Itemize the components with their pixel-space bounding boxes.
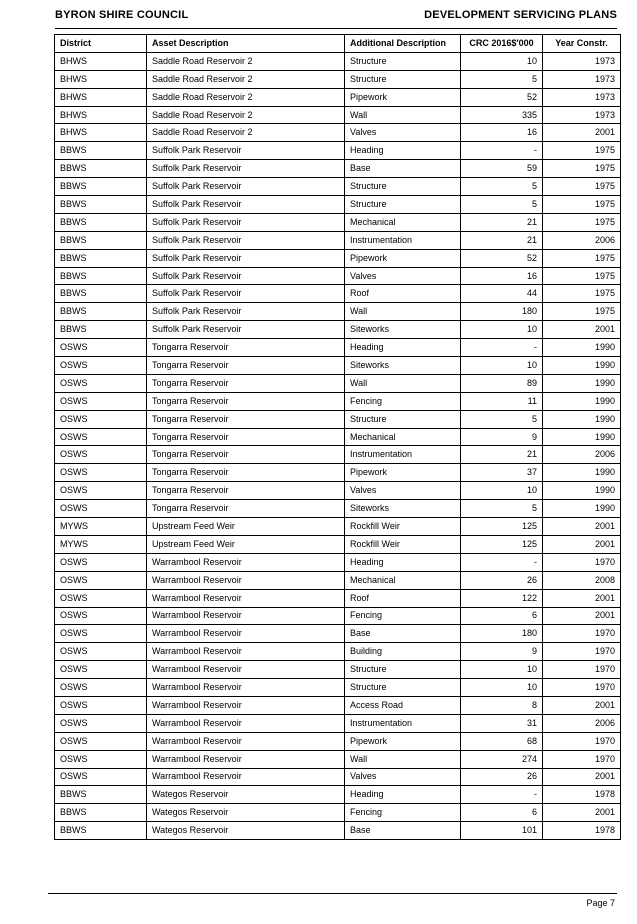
cell-asset-description: Tongarra Reservoir <box>147 374 345 392</box>
cell-year: 1975 <box>543 213 621 231</box>
cell-crc: 10 <box>461 52 543 70</box>
cell-district: BBWS <box>55 160 147 178</box>
cell-asset-description: Saddle Road Reservoir 2 <box>147 88 345 106</box>
table-row <box>55 607 621 625</box>
table-row <box>55 714 621 732</box>
cell-year: 1990 <box>543 339 621 357</box>
cell-additional-description: Valves <box>345 482 461 500</box>
cell-asset-description: Suffolk Park Reservoir <box>147 285 345 303</box>
cell-additional-description: Structure <box>345 679 461 697</box>
cell-asset-description: Tongarra Reservoir <box>147 339 345 357</box>
cell-crc: 180 <box>461 303 543 321</box>
cell-additional-description: Heading <box>345 553 461 571</box>
cell-crc: 52 <box>461 249 543 267</box>
cell-additional-description: Roof <box>345 285 461 303</box>
table-row <box>55 213 621 231</box>
cell-district: BHWS <box>55 70 147 88</box>
cell-additional-description: Valves <box>345 768 461 786</box>
cell-crc: 10 <box>461 482 543 500</box>
table-row <box>55 750 621 768</box>
cell-year: 1975 <box>543 303 621 321</box>
cell-district: OSWS <box>55 571 147 589</box>
cell-year: 1970 <box>543 732 621 750</box>
cell-year: 2001 <box>543 535 621 553</box>
cell-district: BBWS <box>55 213 147 231</box>
cell-district: OSWS <box>55 482 147 500</box>
cell-asset-description: Suffolk Park Reservoir <box>147 249 345 267</box>
column-header-district: District <box>55 35 147 53</box>
cell-additional-description: Fencing <box>345 392 461 410</box>
table-row <box>55 500 621 518</box>
cell-additional-description: Heading <box>345 339 461 357</box>
cell-asset-description: Saddle Road Reservoir 2 <box>147 52 345 70</box>
cell-crc: 26 <box>461 571 543 589</box>
cell-year: 1978 <box>543 822 621 840</box>
cell-additional-description: Heading <box>345 786 461 804</box>
cell-year: 1970 <box>543 679 621 697</box>
cell-year: 2001 <box>543 696 621 714</box>
cell-asset-description: Upstream Feed Weir <box>147 535 345 553</box>
page-header <box>55 8 617 29</box>
cell-crc: - <box>461 339 543 357</box>
cell-district: BBWS <box>55 822 147 840</box>
table-row <box>55 768 621 786</box>
cell-additional-description: Siteworks <box>345 500 461 518</box>
cell-district: BHWS <box>55 106 147 124</box>
cell-year: 2001 <box>543 768 621 786</box>
cell-crc: 21 <box>461 446 543 464</box>
cell-district: OSWS <box>55 679 147 697</box>
table-row <box>55 696 621 714</box>
cell-additional-description: Pipework <box>345 464 461 482</box>
cell-year: 1990 <box>543 374 621 392</box>
cell-district: OSWS <box>55 643 147 661</box>
cell-district: BBWS <box>55 303 147 321</box>
cell-asset-description: Warrambool Reservoir <box>147 553 345 571</box>
table-row <box>55 267 621 285</box>
cell-additional-description: Wall <box>345 303 461 321</box>
cell-crc: 26 <box>461 768 543 786</box>
cell-asset-description: Warrambool Reservoir <box>147 732 345 750</box>
cell-district: OSWS <box>55 589 147 607</box>
table-row <box>55 231 621 249</box>
cell-crc: 59 <box>461 160 543 178</box>
table-row <box>55 70 621 88</box>
table-row <box>55 446 621 464</box>
table-row <box>55 374 621 392</box>
cell-district: OSWS <box>55 410 147 428</box>
table-row <box>55 124 621 142</box>
cell-district: BBWS <box>55 786 147 804</box>
cell-year: 2006 <box>543 714 621 732</box>
cell-crc: 21 <box>461 231 543 249</box>
cell-year: 1970 <box>543 643 621 661</box>
cell-additional-description: Rockfill Weir <box>345 535 461 553</box>
cell-asset-description: Suffolk Park Reservoir <box>147 142 345 160</box>
table-row <box>55 804 621 822</box>
cell-additional-description: Fencing <box>345 607 461 625</box>
cell-district: OSWS <box>55 607 147 625</box>
table-row <box>55 571 621 589</box>
table-row <box>55 428 621 446</box>
table-row <box>55 822 621 840</box>
cell-asset-description: Wategos Reservoir <box>147 822 345 840</box>
cell-additional-description: Structure <box>345 661 461 679</box>
cell-additional-description: Pipework <box>345 249 461 267</box>
cell-crc: 11 <box>461 392 543 410</box>
cell-crc: 6 <box>461 804 543 822</box>
cell-additional-description: Instrumentation <box>345 231 461 249</box>
cell-year: 2001 <box>543 321 621 339</box>
cell-district: BHWS <box>55 88 147 106</box>
cell-year: 1990 <box>543 464 621 482</box>
table-row <box>55 661 621 679</box>
cell-crc: 44 <box>461 285 543 303</box>
table-row <box>55 535 621 553</box>
cell-additional-description: Wall <box>345 374 461 392</box>
table-row <box>55 52 621 70</box>
cell-crc: - <box>461 553 543 571</box>
cell-asset-description: Warrambool Reservoir <box>147 589 345 607</box>
cell-additional-description: Instrumentation <box>345 714 461 732</box>
cell-year: 1975 <box>543 178 621 196</box>
cell-district: OSWS <box>55 464 147 482</box>
cell-asset-description: Tongarra Reservoir <box>147 500 345 518</box>
table-row <box>55 178 621 196</box>
cell-asset-description: Suffolk Park Reservoir <box>147 178 345 196</box>
cell-additional-description: Roof <box>345 589 461 607</box>
cell-district: MYWS <box>55 535 147 553</box>
table-row <box>55 732 621 750</box>
table-row <box>55 357 621 375</box>
cell-asset-description: Saddle Road Reservoir 2 <box>147 106 345 124</box>
cell-asset-description: Suffolk Park Reservoir <box>147 160 345 178</box>
cell-year: 2001 <box>543 124 621 142</box>
cell-crc: - <box>461 142 543 160</box>
cell-district: OSWS <box>55 750 147 768</box>
cell-year: 1990 <box>543 410 621 428</box>
cell-asset-description: Tongarra Reservoir <box>147 446 345 464</box>
table-row <box>55 339 621 357</box>
cell-year: 1978 <box>543 786 621 804</box>
cell-asset-description: Warrambool Reservoir <box>147 625 345 643</box>
cell-asset-description: Warrambool Reservoir <box>147 750 345 768</box>
cell-asset-description: Suffolk Park Reservoir <box>147 213 345 231</box>
cell-additional-description: Structure <box>345 70 461 88</box>
table-row <box>55 482 621 500</box>
cell-crc: 10 <box>461 357 543 375</box>
table-row <box>55 410 621 428</box>
cell-asset-description: Warrambool Reservoir <box>147 768 345 786</box>
table-row <box>55 392 621 410</box>
cell-crc: 31 <box>461 714 543 732</box>
table-row <box>55 643 621 661</box>
cell-district: OSWS <box>55 768 147 786</box>
cell-district: OSWS <box>55 357 147 375</box>
cell-district: BBWS <box>55 142 147 160</box>
cell-asset-description: Tongarra Reservoir <box>147 482 345 500</box>
table-row <box>55 464 621 482</box>
cell-additional-description: Heading <box>345 142 461 160</box>
cell-crc: 10 <box>461 661 543 679</box>
cell-crc: 6 <box>461 607 543 625</box>
cell-year: 2008 <box>543 571 621 589</box>
cell-year: 1990 <box>543 392 621 410</box>
asset-table <box>54 34 621 840</box>
cell-crc: 9 <box>461 643 543 661</box>
cell-district: BBWS <box>55 804 147 822</box>
cell-district: OSWS <box>55 339 147 357</box>
table-row <box>55 679 621 697</box>
cell-crc: 5 <box>461 196 543 214</box>
cell-additional-description: Mechanical <box>345 428 461 446</box>
cell-district: OSWS <box>55 374 147 392</box>
cell-crc: - <box>461 786 543 804</box>
cell-additional-description: Mechanical <box>345 571 461 589</box>
cell-year: 2006 <box>543 231 621 249</box>
cell-asset-description: Tongarra Reservoir <box>147 357 345 375</box>
cell-asset-description: Wategos Reservoir <box>147 804 345 822</box>
cell-district: BBWS <box>55 196 147 214</box>
table-row <box>55 786 621 804</box>
table-row <box>55 249 621 267</box>
table-body <box>55 52 621 839</box>
cell-asset-description: Wategos Reservoir <box>147 786 345 804</box>
cell-asset-description: Warrambool Reservoir <box>147 661 345 679</box>
cell-district: BBWS <box>55 285 147 303</box>
cell-crc: 9 <box>461 428 543 446</box>
cell-district: BBWS <box>55 231 147 249</box>
cell-asset-description: Warrambool Reservoir <box>147 696 345 714</box>
cell-asset-description: Upstream Feed Weir <box>147 518 345 536</box>
document-title: DEVELOPMENT SERVICING PLANS <box>424 9 617 21</box>
cell-asset-description: Warrambool Reservoir <box>147 714 345 732</box>
cell-crc: 125 <box>461 535 543 553</box>
cell-crc: 16 <box>461 267 543 285</box>
cell-district: OSWS <box>55 714 147 732</box>
cell-asset-description: Tongarra Reservoir <box>147 428 345 446</box>
cell-year: 1975 <box>543 160 621 178</box>
column-header-additional-description: Additional Description <box>345 35 461 53</box>
cell-district: BBWS <box>55 178 147 196</box>
cell-district: OSWS <box>55 500 147 518</box>
cell-additional-description: Wall <box>345 106 461 124</box>
cell-year: 1975 <box>543 285 621 303</box>
cell-additional-description: Structure <box>345 52 461 70</box>
cell-asset-description: Suffolk Park Reservoir <box>147 303 345 321</box>
footer-rule <box>48 893 617 894</box>
cell-additional-description: Siteworks <box>345 357 461 375</box>
page-number: Page 7 <box>586 898 615 908</box>
cell-asset-description: Tongarra Reservoir <box>147 392 345 410</box>
cell-district: OSWS <box>55 696 147 714</box>
cell-district: OSWS <box>55 553 147 571</box>
cell-additional-description: Pipework <box>345 732 461 750</box>
cell-year: 1975 <box>543 249 621 267</box>
cell-district: OSWS <box>55 392 147 410</box>
cell-district: BBWS <box>55 249 147 267</box>
cell-additional-description: Rockfill Weir <box>345 518 461 536</box>
cell-crc: 52 <box>461 88 543 106</box>
cell-district: BBWS <box>55 267 147 285</box>
cell-asset-description: Suffolk Park Reservoir <box>147 321 345 339</box>
cell-crc: 5 <box>461 70 543 88</box>
cell-year: 1990 <box>543 482 621 500</box>
cell-asset-description: Warrambool Reservoir <box>147 607 345 625</box>
cell-district: OSWS <box>55 428 147 446</box>
table-row <box>55 142 621 160</box>
cell-crc: 335 <box>461 106 543 124</box>
cell-year: 1973 <box>543 70 621 88</box>
cell-asset-description: Saddle Road Reservoir 2 <box>147 124 345 142</box>
cell-additional-description: Access Road <box>345 696 461 714</box>
cell-crc: 122 <box>461 589 543 607</box>
cell-additional-description: Fencing <box>345 804 461 822</box>
table-row <box>55 303 621 321</box>
cell-year: 1970 <box>543 553 621 571</box>
cell-district: OSWS <box>55 661 147 679</box>
cell-additional-description: Structure <box>345 196 461 214</box>
cell-crc: 5 <box>461 178 543 196</box>
cell-additional-description: Structure <box>345 410 461 428</box>
table-row <box>55 88 621 106</box>
cell-additional-description: Wall <box>345 750 461 768</box>
cell-district: BBWS <box>55 321 147 339</box>
cell-district: BHWS <box>55 52 147 70</box>
cell-asset-description: Warrambool Reservoir <box>147 679 345 697</box>
cell-asset-description: Tongarra Reservoir <box>147 464 345 482</box>
cell-crc: 8 <box>461 696 543 714</box>
column-header-crc: CRC 2016$'000 <box>461 35 543 53</box>
cell-asset-description: Suffolk Park Reservoir <box>147 196 345 214</box>
cell-crc: 180 <box>461 625 543 643</box>
cell-year: 1970 <box>543 625 621 643</box>
cell-crc: 5 <box>461 500 543 518</box>
cell-asset-description: Tongarra Reservoir <box>147 410 345 428</box>
cell-year: 1990 <box>543 357 621 375</box>
cell-additional-description: Pipework <box>345 88 461 106</box>
cell-asset-description: Warrambool Reservoir <box>147 643 345 661</box>
table-row <box>55 625 621 643</box>
cell-district: OSWS <box>55 625 147 643</box>
cell-crc: 5 <box>461 410 543 428</box>
cell-year: 1970 <box>543 661 621 679</box>
table-row <box>55 285 621 303</box>
cell-year: 1970 <box>543 750 621 768</box>
cell-asset-description: Suffolk Park Reservoir <box>147 267 345 285</box>
cell-crc: 10 <box>461 679 543 697</box>
cell-district: OSWS <box>55 732 147 750</box>
cell-year: 1990 <box>543 428 621 446</box>
cell-year: 1975 <box>543 267 621 285</box>
table-row <box>55 196 621 214</box>
cell-crc: 274 <box>461 750 543 768</box>
cell-additional-description: Siteworks <box>345 321 461 339</box>
cell-year: 1973 <box>543 106 621 124</box>
cell-year: 1990 <box>543 500 621 518</box>
column-header-asset-description: Asset Description <box>147 35 345 53</box>
table-row <box>55 106 621 124</box>
table-row <box>55 518 621 536</box>
table-row <box>55 160 621 178</box>
table-header-row <box>55 35 621 53</box>
column-header-year: Year Constr. <box>543 35 621 53</box>
cell-year: 2001 <box>543 607 621 625</box>
table-row <box>55 589 621 607</box>
cell-year: 1973 <box>543 52 621 70</box>
cell-asset-description: Suffolk Park Reservoir <box>147 231 345 249</box>
cell-district: MYWS <box>55 518 147 536</box>
cell-additional-description: Base <box>345 160 461 178</box>
cell-crc: 10 <box>461 321 543 339</box>
cell-crc: 101 <box>461 822 543 840</box>
cell-year: 1975 <box>543 142 621 160</box>
cell-additional-description: Valves <box>345 267 461 285</box>
cell-additional-description: Base <box>345 822 461 840</box>
cell-crc: 68 <box>461 732 543 750</box>
cell-year: 2001 <box>543 589 621 607</box>
table-row <box>55 553 621 571</box>
council-name: BYRON SHIRE COUNCIL <box>55 9 189 21</box>
cell-crc: 125 <box>461 518 543 536</box>
cell-additional-description: Instrumentation <box>345 446 461 464</box>
cell-district: BHWS <box>55 124 147 142</box>
cell-additional-description: Building <box>345 643 461 661</box>
cell-asset-description: Warrambool Reservoir <box>147 571 345 589</box>
cell-year: 2006 <box>543 446 621 464</box>
table-row <box>55 321 621 339</box>
cell-additional-description: Structure <box>345 178 461 196</box>
cell-year: 1973 <box>543 88 621 106</box>
cell-additional-description: Valves <box>345 124 461 142</box>
cell-crc: 37 <box>461 464 543 482</box>
cell-crc: 21 <box>461 213 543 231</box>
cell-year: 1975 <box>543 196 621 214</box>
cell-district: OSWS <box>55 446 147 464</box>
cell-crc: 16 <box>461 124 543 142</box>
cell-asset-description: Saddle Road Reservoir 2 <box>147 70 345 88</box>
cell-crc: 89 <box>461 374 543 392</box>
cell-additional-description: Mechanical <box>345 213 461 231</box>
cell-year: 2001 <box>543 804 621 822</box>
cell-additional-description: Base <box>345 625 461 643</box>
cell-year: 2001 <box>543 518 621 536</box>
